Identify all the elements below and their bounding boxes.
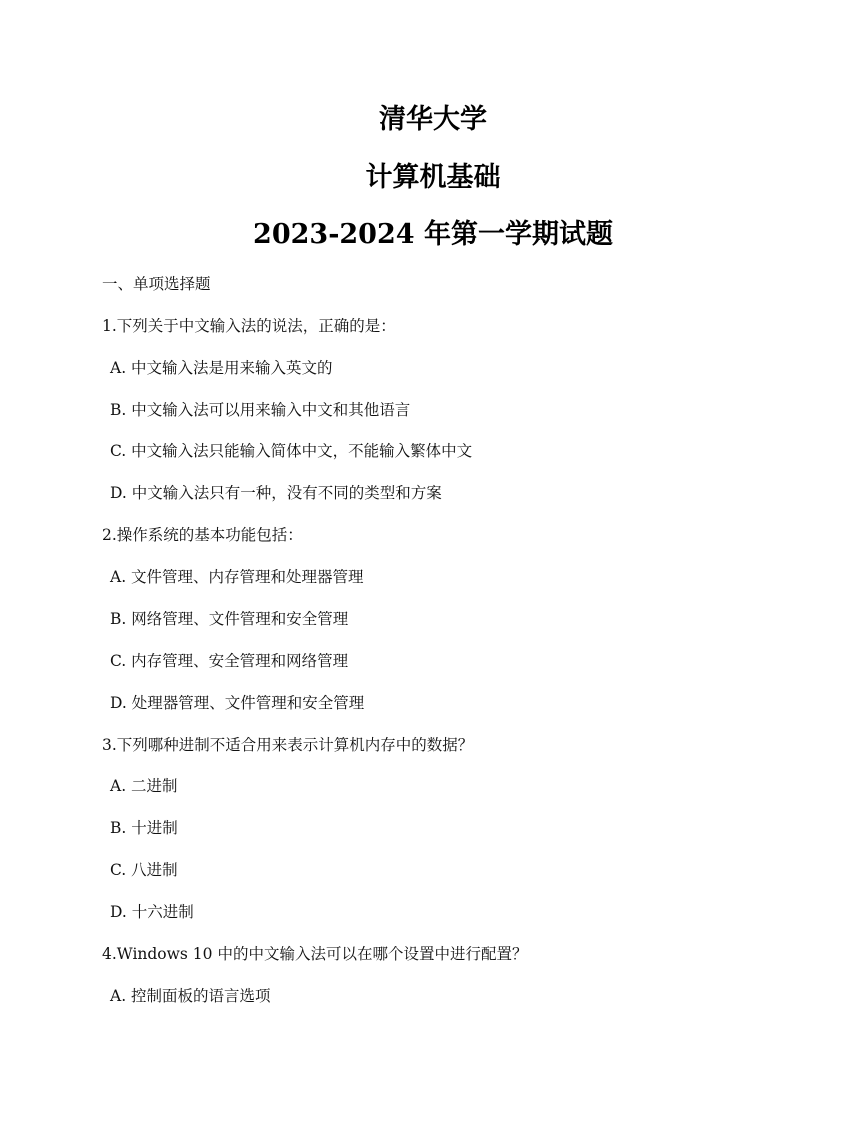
question-option: D. 处理器管理、文件管理和安全管理 bbox=[110, 694, 365, 712]
question-option: B. 十进制 bbox=[110, 819, 178, 837]
question-option: B. 中文输入法可以用来输入中文和其他语言 bbox=[110, 401, 411, 419]
question-option: C. 中文输入法只能输入简体中文，不能输入繁体中文 bbox=[110, 442, 473, 460]
course-title: 计算机基础 bbox=[365, 162, 501, 193]
question-stem: 3.下列哪种进制不适合用来表示计算机内存中的数据？ bbox=[102, 736, 474, 754]
question-stem: 4.Windows 10 中的中文输入法可以在哪个设置中进行配置？ bbox=[102, 945, 528, 963]
question-option: C. 八进制 bbox=[110, 861, 178, 879]
question-stem: 2.操作系统的基本功能包括： bbox=[102, 526, 303, 544]
section-heading: 一、单项选择题 bbox=[102, 275, 211, 293]
question-option: D. 中文输入法只有一种，没有不同的类型和方案 bbox=[110, 484, 442, 502]
question-stem: 1.下列关于中文输入法的说法，正确的是： bbox=[102, 317, 396, 335]
exam-title: 2023-2024 年第一学期试题 bbox=[253, 219, 613, 250]
question-option: C. 内存管理、安全管理和网络管理 bbox=[110, 652, 349, 670]
question-option: D. 十六进制 bbox=[110, 903, 194, 921]
question-option: A. 二进制 bbox=[110, 777, 178, 795]
university-title: 清华大学 bbox=[379, 104, 487, 135]
question-option: A. 中文输入法是用来输入英文的 bbox=[110, 359, 333, 377]
question-option: A. 控制面板的语言选项 bbox=[110, 987, 271, 1005]
question-option: B. 网络管理、文件管理和安全管理 bbox=[110, 610, 349, 628]
question-option: A. 文件管理、内存管理和处理器管理 bbox=[110, 568, 364, 586]
